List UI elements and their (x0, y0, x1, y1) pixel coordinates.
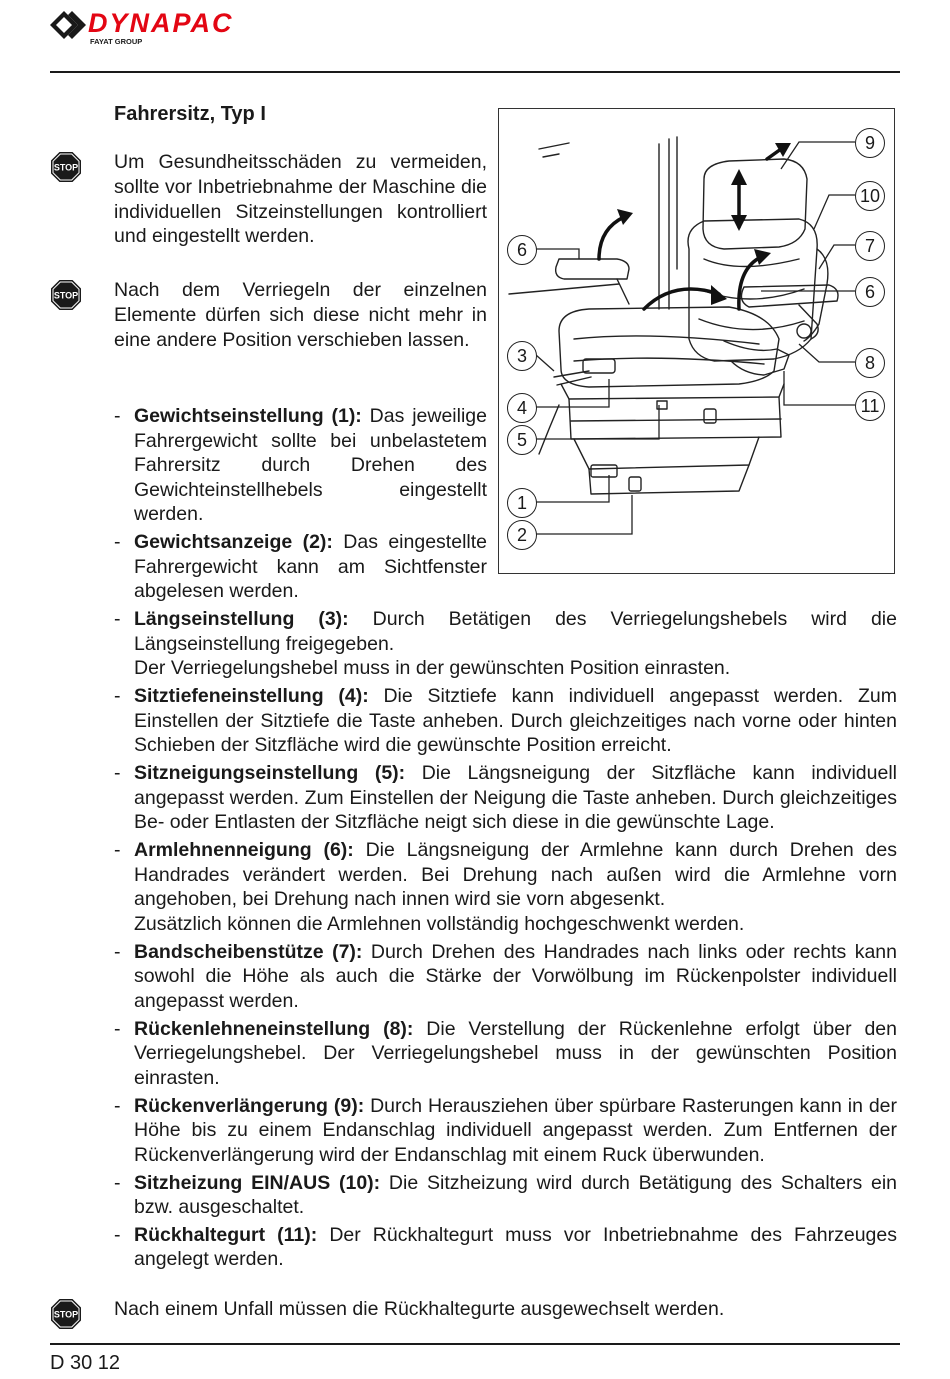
bullet-dash: - (114, 685, 121, 708)
item-label: Rückenlehneneinstellung (8): (134, 1017, 414, 1040)
list-item (114, 940, 897, 1014)
callout-7: 7 (855, 231, 885, 261)
item-label: Gewichtseinstellung (1): (134, 405, 362, 427)
bullet-dash: - (114, 608, 121, 631)
list-item (114, 1171, 897, 1220)
callout-11: 11 (855, 391, 885, 421)
list-item (114, 761, 897, 835)
item-label: Sitztiefeneinstellung (4): (134, 685, 369, 708)
warning-text: Nach einem Unfall müssen die Rückhaltegurte ausgewechselt werden. (114, 1298, 725, 1320)
list-item (114, 684, 897, 758)
brand-group: FAYAT GROUP (90, 37, 143, 46)
logo-mark-icon (50, 9, 86, 43)
item-text: Das eingestellte Fahrergewicht kann am Sichtfenster abgelesen werden. (134, 531, 487, 603)
bullet-dash: - (114, 762, 121, 785)
item-text: Die Sitztiefe kann individuell angepasst werden. Zum Einstellen der Sitztiefe die Taste anheben. Durch gleichzeitiges nach vorne oder hinten Schieben der Sitzfläche wird die gewünschte Position erreicht. (134, 685, 897, 757)
seat-adjustment-list (114, 404, 897, 1275)
svg-text:STOP: STOP (53, 1309, 79, 1320)
item-text: Durch Betätigen des Verriegelungshebels wird die Längseinstellung freigegeben. (134, 608, 897, 655)
callout-6-left: 6 (507, 235, 537, 265)
warning-text: Um Gesundheitsschäden zu vermeiden, sollte vor Inbetriebnahme der Maschine die individuellen Sitzeinstellungen kontrolliert und eingestellt werden. (114, 151, 487, 248)
callout-3: 3 (507, 341, 537, 371)
item-extra-text: Der Verriegelungshebel muss in der gewünschten Position einrasten. (134, 657, 731, 680)
list-item (114, 607, 897, 681)
stop-sign-icon (50, 1298, 82, 1330)
svg-text:STOP: STOP (53, 290, 79, 301)
callout-5: 5 (507, 425, 537, 455)
list-item (114, 838, 897, 936)
bullet-dash: - (114, 405, 121, 427)
item-text: Das jeweilige Fahrergewicht sollte bei unbelastetem Fahrersitz durch Drehen des Gewichteinstellhebels eingestellt werden. (134, 405, 487, 526)
brand-name: DYNAPAC (88, 8, 234, 38)
item-label: Gewichtsanzeige (2): (134, 531, 333, 554)
bullet-dash: - (114, 1223, 121, 1246)
list-item (114, 1094, 897, 1168)
bullet-dash: - (114, 1017, 121, 1040)
item-label: Bandscheibenstütze (7): (134, 940, 363, 963)
header-rule (50, 71, 900, 73)
callout-6-right: 6 (855, 277, 885, 307)
page-number: D 30 12 (50, 1352, 121, 1374)
bullet-dash: - (114, 531, 121, 554)
bullet-dash: - (114, 1094, 121, 1117)
item-extra-text: Zusätzlich können die Armlehnen vollständig hochgeschwenkt werden. (134, 912, 745, 935)
footer-rule (50, 1343, 900, 1345)
callout-9: 9 (855, 128, 885, 158)
warning-text: Nach dem Verriegeln der einzelnen Elemente dürfen sich diese nicht mehr in eine andere Position verschieben lassen. (114, 279, 487, 351)
item-label: Armlehnenneigung (6): (134, 839, 354, 862)
callout-2: 2 (507, 520, 537, 550)
item-text: Durch Drehen des Handrades nach links oder rechts kann sowohl die Höhe als auch die Stärke der Vorwölbung im Rückenpolster individuell angepasst werden. (134, 940, 897, 1012)
list-item (114, 1223, 897, 1272)
item-label: Sitzneigungseinstellung (5): (134, 762, 406, 785)
callout-8: 8 (855, 348, 885, 378)
list-item (114, 404, 487, 527)
list-item (114, 530, 487, 604)
stop-sign-icon (50, 151, 82, 183)
callout-1: 1 (507, 488, 537, 518)
item-label: Längseinstellung (3): (134, 608, 349, 631)
callout-4: 4 (507, 393, 537, 423)
item-text: Die Verstellung der Rückenlehne erfolgt über den Verriegelungshebel. Der Verriegelungshebel muss in der gewünschten Position einrasten. (134, 1017, 898, 1089)
bullet-dash: - (114, 1171, 121, 1194)
stop-sign-icon (50, 279, 82, 311)
dynapac-logo (50, 6, 310, 50)
callout-10: 10 (855, 181, 885, 211)
item-text: Der Rückhaltegurt muss vor Inbetriebnahme des Fahrzeuges angelegt werden. (134, 1223, 897, 1271)
svg-text:STOP: STOP (53, 162, 79, 173)
item-text: Die Längsneigung der Armlehne kann durch Drehen des Handrades verändert werden. Bei Drehung nach außen wird die Armlehne vorn angehoben, bei Drehung nach innen wird sie vorn abgesenkt. (134, 839, 897, 911)
bullet-dash: - (114, 940, 121, 963)
item-text: Die Sitzheizung wird durch Betätigung des Schalters ein bzw. ausgeschaltet. (134, 1171, 897, 1219)
list-item (114, 1017, 897, 1091)
section-title: Fahrersitz, Typ I (114, 103, 266, 125)
item-label: Rückenverlängerung (9): (134, 1094, 365, 1117)
item-label: Sitzheizung EIN/AUS (10): (134, 1171, 381, 1194)
item-text: Die Längsneigung der Sitzfläche kann individuell angepasst werden. Zum Einstellen der Neigung die Taste anheben. Durch gleichzeitiges Be- oder Entlasten der Sitzfläche neigt sich diese in die gewünschte Lage. (134, 762, 897, 834)
item-label: Rückhaltegurt (11): (134, 1223, 318, 1246)
item-text: Durch Herausziehen über spürbare Rasterungen kann in der Höhe bis zu einem Endanschlag individuell angepasst werden. Zum Entfernen der Rückenverlängerung wird der Endanschlag mit einem Ruck überwunden. (134, 1094, 897, 1166)
bullet-dash: - (114, 839, 121, 862)
